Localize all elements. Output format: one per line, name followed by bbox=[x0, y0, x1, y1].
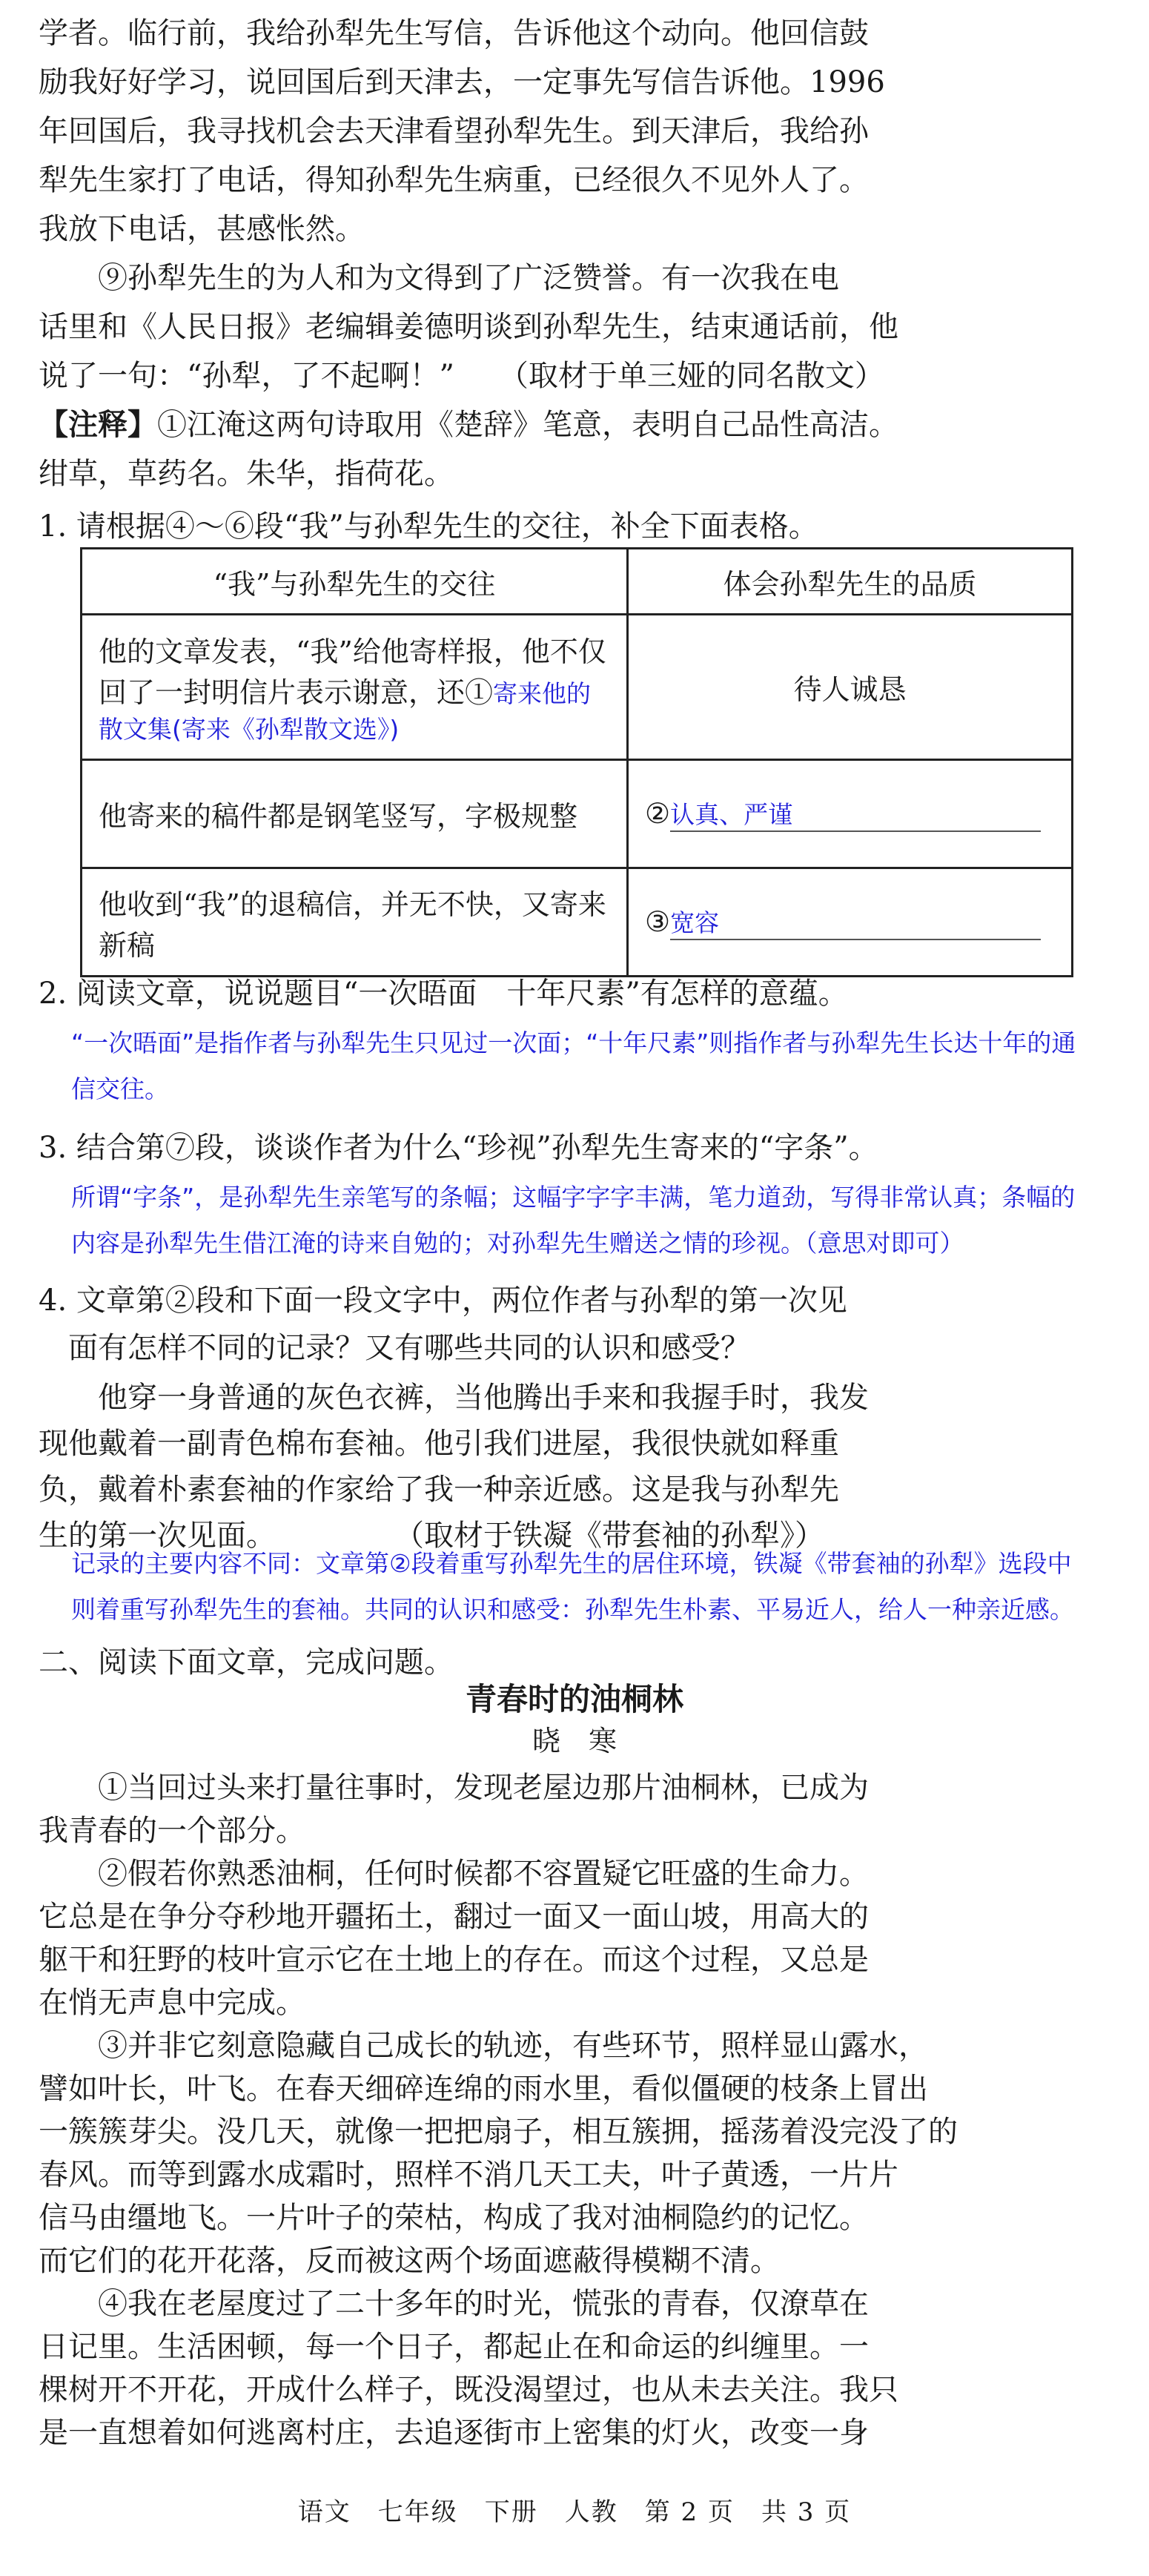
text-line: 一簇簇芽尖。没几天，就像一把把扇子，相互簇拥，摇荡着没完没了的 bbox=[39, 2115, 958, 2149]
quote-line: 负，戴着朴素套袖的作家给了我一种亲近感。这是我与孙犁先 bbox=[39, 1473, 839, 1507]
table-cell: ②认真、严谨 bbox=[628, 760, 1073, 868]
text-line: 话里和《人民日报》老编辑姜德明谈到孙犁先生，结束通话前，他 bbox=[39, 310, 898, 344]
question-4-line: 面有怎样不同的记录？又有哪些共同的认识和感受？ bbox=[39, 1331, 750, 1365]
text-line: 我放下电话，甚感怅然。 bbox=[39, 212, 365, 246]
table-cell: 他的文章发表，“我”给他寄样报，他不仅回了一封明信片表示谢意，还①寄来他的散文集(寄来《孙犁散文选》) bbox=[82, 615, 628, 760]
table-cell: ③宽容 bbox=[628, 868, 1073, 977]
question-4-line: 4. 文章第②段和下面一段文字中，两位作者与孙犁的第一次见 bbox=[39, 1284, 847, 1318]
text-line: 日记里。生活困顿，每一个日子，都起止在和命运的纠缠里。一 bbox=[39, 2330, 869, 2364]
text-line: ⑨孙犁先生的为人和为文得到了广泛赞誉。有一次我在电 bbox=[39, 261, 839, 295]
handwritten-answer: 认真、严谨 bbox=[670, 796, 1041, 832]
quote-line: 他穿一身普通的灰色衣裤，当他腾出手来和我握手时，我发 bbox=[39, 1381, 869, 1415]
quote-line: 现他戴着一副青色棉布套袖。他引我们进屋，我很快就如释重 bbox=[39, 1427, 839, 1461]
text-line: 棵树开不开花，开成什么样子，既没渴望过，也从未去关注。我只 bbox=[39, 2373, 898, 2407]
text-line: 年回国后，我寻找机会去天津看望孙犁先生。到天津后，我给孙 bbox=[39, 114, 869, 148]
text-line: 是一直想着如何逃离村庄，去追逐街市上密集的灯火，改变一身 bbox=[39, 2416, 869, 2450]
text-line: 励我好好学习，说回国后到天津去，一定事先写信告诉他。1996 bbox=[39, 65, 885, 99]
answer-table bbox=[80, 547, 1073, 977]
handwritten-answer: 寄来他的散文集(寄来《孙犁散文选》) bbox=[99, 679, 592, 744]
text-line: 在悄无声息中完成。 bbox=[39, 1986, 305, 2020]
text-line: ①当回过头来打量往事时，发现老屋边那片油桐林，已成为 bbox=[39, 1771, 869, 1805]
question-3: 3. 结合第⑦段，谈谈作者为什么“珍视”孙犁先生寄来的“字条”。 bbox=[39, 1131, 878, 1165]
text-line: ③并非它刻意隐藏自己成长的轨迹，有些环节，照样显山露水， bbox=[39, 2029, 928, 2063]
text-line: 而它们的花开花落，反而被这两个场面遮蔽得模糊不清。 bbox=[39, 2244, 780, 2278]
table-header: 体会孙犁先生的品质 bbox=[628, 549, 1073, 615]
text-line: ②假若你熟悉油桐，任何时候都不容置疑它旺盛的生命力。 bbox=[39, 1857, 869, 1891]
section-heading: 二、阅读下面文章，完成问题。 bbox=[39, 1645, 454, 1680]
table-header: “我”与孙犁先生的交往 bbox=[82, 549, 628, 615]
note-line: 绀草，草药名。朱华，指荷花。 bbox=[39, 457, 454, 491]
handwritten-answer: 宽容 bbox=[670, 904, 1041, 940]
answer-3: 所谓“字条”，是孙犁先生亲笔写的条幅；这幅字字字丰满，笔力道劲，写得非常认真；条幅的内容是孙犁先生借江淹的诗来自勉的；对孙犁先生赠送之情的珍视。（意思对即可） bbox=[71, 1183, 1076, 1258]
answer-4: 记录的主要内容不同：文章第②段着重写孙犁先生的居住环境，铁凝《带套袖的孙犁》选段中则着重写孙犁先生的套袖。共同的认识和感受：孙犁先生朴素、平易近人，给人一种亲近感。 bbox=[71, 1549, 1074, 1624]
quote-line: 生的第一次见面。 （取材于铁凝《带套袖的孙犁》） bbox=[39, 1519, 824, 1553]
text-line: 犁先生家打了电话，得知孙犁先生病重，已经很久不见外人了。 bbox=[39, 163, 869, 197]
note-label: 【注释】 bbox=[39, 407, 157, 442]
table-cell: 待人诚恳 bbox=[628, 615, 1073, 760]
page-footer: 语文 七年级 下册 人教 第 2 页 共 3 页 bbox=[297, 2497, 852, 2527]
note-line bbox=[39, 400, 1076, 449]
text-line: 譬如叶长，叶飞。在春天细碎连绵的雨水里，看似僵硬的枝条上冒出 bbox=[39, 2072, 928, 2106]
text-line: 学者。临行前，我给孙犁先生写信，告诉他这个动向。他回信鼓 bbox=[39, 16, 869, 50]
text-line: ④我在老屋度过了二十多年的时光，慌张的青春，仅潦草在 bbox=[39, 2287, 869, 2321]
article-title: 青春时的油桐林 bbox=[465, 1681, 683, 1717]
table-cell: 他收到“我”的退稿信，并无不快，又寄来新稿 bbox=[82, 868, 628, 977]
note-text: ①江淹这两句诗取用《楚辞》笔意，表明自己品性高洁。 bbox=[157, 408, 898, 442]
text-line: 说了一句：“孙犁，了不起啊！” （取材于单三娅的同名散文） bbox=[39, 359, 884, 393]
text-line: 春风。而等到露水成霜时，照样不消几天工夫，叶子黄透，一片片 bbox=[39, 2158, 898, 2192]
text-line: 我青春的一个部分。 bbox=[39, 1814, 305, 1848]
text-line: 它总是在争分夺秒地开疆拓土，翻过一面又一面山坡，用高大的 bbox=[39, 1900, 869, 1934]
question-2: 2. 阅读文章，说说题目“一次晤面 十年尺素”有怎样的意蕴。 bbox=[39, 977, 848, 1011]
text-line: 躯干和狂野的枝叶宣示它在土地上的存在。而这个过程，又总是 bbox=[39, 1943, 869, 1977]
question-1: 1. 请根据④～⑥段“我”与孙犁先生的交往，补全下面表格。 bbox=[39, 509, 818, 544]
answer-2: “一次晤面”是指作者与孙犁先生只见过一次面；“十年尺素”则指作者与孙犁先生长达十年的通信交往。 bbox=[71, 1028, 1076, 1103]
text-line: 信马由缰地飞。一片叶子的荣枯，构成了我对油桐隐约的记忆。 bbox=[39, 2201, 869, 2235]
article-author: 晓 寒 bbox=[532, 1725, 617, 1757]
table-cell: 他寄来的稿件都是钢笔竖写，字极规整 bbox=[82, 760, 628, 868]
